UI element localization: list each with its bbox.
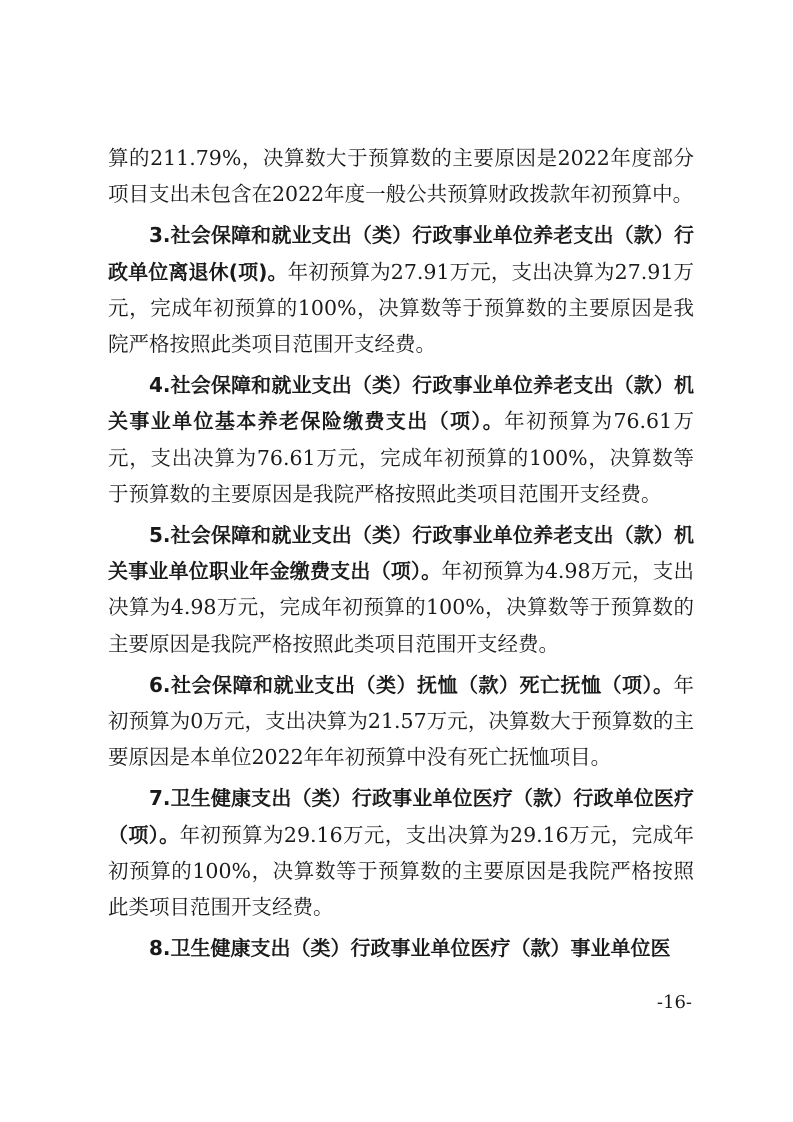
document-body [108, 140, 694, 966]
paragraph-7 [108, 930, 694, 966]
paragraph-3-body: 年初预算为76.61万元，支出决算为76.61万元，完成年初预算的100%，决算数等于预算数的主要原因是我院严格按照此类项目范围开支经费。 [108, 409, 695, 506]
paragraph-2-body: 年初预算为27.91万元，支出决算为27.91万元，完成年初预算的100%，决算数等于预算数的主要原因是我院严格按照此类项目范围开支经费。 [108, 259, 695, 357]
paragraph-7-heading: 8.卫生健康支出（类）行政事业单位医疗（款）事业单位医 [149, 936, 671, 961]
paragraph-4-heading: 5.社会保障和就业支出（类）行政事业单位养老支出（款）机关事业单位职业年金缴费支出（项）。 [108, 523, 694, 584]
paragraph-4-body: 年初预算为4.98万元，支出决算为4.98万元，完成年初预算的100%，决算数等于预算数的主要原因是我院严格按照此类项目范围开支经费。 [108, 559, 694, 656]
paragraph-6-body: 年初预算为29.16万元，支出决算为29.16万元，完成年初预算的100%，决算数等于预算数的主要原因是我院严格按照此类项目范围开支经费。 [108, 822, 695, 920]
paragraph-5 [108, 667, 694, 776]
paragraph-2-heading: 3.社会保障和就业支出（类）行政事业单位养老支出（款）行政单位离退休(项)。 [108, 223, 694, 284]
page-number: -16- [656, 992, 692, 1013]
paragraph-5-heading: 6.社会保障和就业支出（类）抚恤（款）死亡抚恤（项）。 [149, 672, 674, 697]
paragraph-2 [108, 217, 694, 362]
paragraph-1-body: 算的211.79%，决算数大于预算数的主要原因是2022年度部分项目支出未包含在2022年度一般公共预算财政拨款年初预算中。 [108, 146, 694, 207]
paragraph-3-heading: 4.社会保障和就业支出（类）行政事业单位养老支出（款）机关事业单位基本养老保险缴费支出（项）。 [108, 373, 694, 434]
paragraph-6-heading: 7.卫生健康支出（类）行政事业单位医疗（款）行政单位医疗（项）。 [108, 786, 694, 847]
paragraph-6 [108, 780, 694, 925]
paragraph-1 [108, 140, 694, 212]
paragraph-5-body: 年初预算为0万元，支出决算为21.57万元，决算数大于预算数的主要原因是本单位2022年年初预算中没有死亡抚恤项目。 [108, 672, 694, 770]
paragraph-3 [108, 367, 694, 512]
paragraph-4 [108, 517, 694, 662]
